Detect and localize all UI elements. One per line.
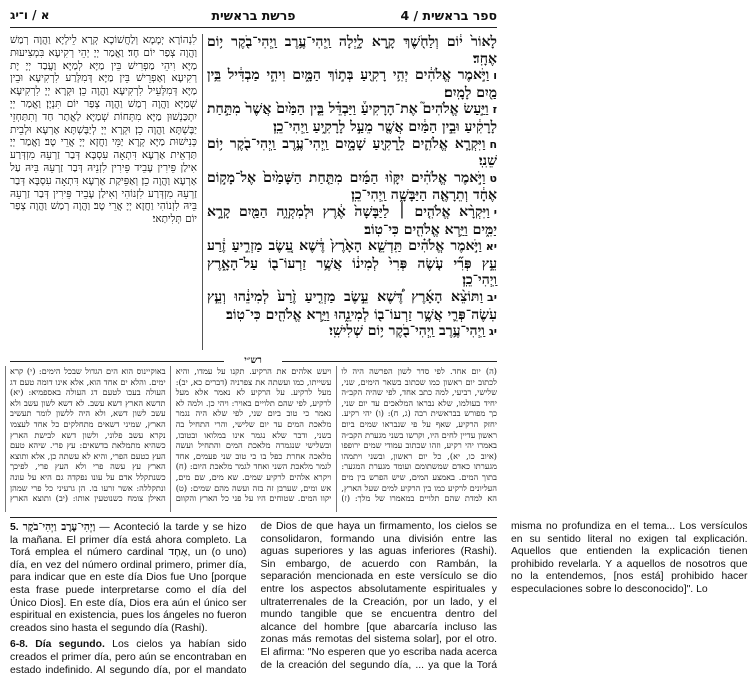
rashi-rule-right [282, 361, 497, 362]
torah-text [207, 34, 497, 350]
verse-number: יא [485, 240, 497, 254]
verse-number: י [493, 205, 497, 219]
verse-number: יב [487, 290, 497, 304]
book-title: ספר בראשית / 4 [400, 8, 497, 23]
torah-verse: יוַיִּקְרָ֨א אֱלֹהִ֤ים ׀ לַיַּבָּשָׁה֙ אֶ֔רֶץ וּלְמִקְוֵ֥ה הַמַּ֖יִם קָרָ֣א יַמִּ֑ים וַיַּ֥רְא אֱלֹהִ֖ים כִּי־טֽוֹב׃ [207, 203, 497, 238]
paragraph-text: Los cielos ya habían sido creados el primer día, pero aún se encontraban en estado indefinido. Al segundo día, por el mandato de Dios de que haya un firmamento, los cielos se consolidaron, formando una división entre las aguas superiores y las aguas inferiores (Rashi). Sin embargo, de acuerdo con Rambán, la separación mencionada en este versículo se dio entre los aspectos absolutamente espirituales y ultraterrenales de la Creación, por un lado, y el mundo tangible que se encuentra dentro del alcance del hombre [que abarcaría incluso las zonas más remotas del sistema solar], por el otro. El afirma: "No esperen que yo escriba nada acerca de la creación del segundo día, ... ya que la Torá misma no profundiza en el tema... Los versículos en su sentido literal no exigen tal explicación. Aquellos que entienden la explicación tienen prohibido revelarla. Y a aquellos de nosotros que no la entendemos, [nos está] prohibido hacer especulaciones sobre lo desconocido]". Lo [10, 521, 748, 676]
verse-number: יג [488, 325, 497, 339]
torah-verse: חוַיִּקְרָ֧א אֱלֹהִ֛ים לָֽרָקִ֖יעַ שָׁמָ֑יִם וַֽיְהִי־עֶ֥רֶב וַֽיְהִי־בֹ֖קֶר י֥וֹם שֵׁנִֽי׃ [207, 135, 497, 170]
rashi-label: רש״י [244, 355, 262, 366]
chapter-verse-range: א / ו־יג [10, 8, 50, 22]
torah-verse: ווַיֹּ֣אמֶר אֱלֹהִ֔ים יְהִ֥י רָקִ֖יעַ בְּת֣וֹךְ הַמָּ֑יִם וִיהִ֣י מַבְדִּ֔יל בֵּ֥ין מַ֖יִם לָמָֽיִם׃ [207, 67, 497, 101]
column-divider [202, 34, 203, 350]
torah-verse: לָאוֹר֙ י֔וֹם וְלַחֹ֖שֶׁךְ קָ֣רָא לָ֑יְלָה וַֽיְהִי־עֶ֥רֶב וַֽיְהִי־בֹ֖קֶר י֥וֹם אֶחָֽד׃ [207, 34, 497, 67]
rashi-rule-left [10, 361, 224, 362]
verse-ref: 5. [10, 522, 19, 533]
torah-verse: יאוַיֹּ֣אמֶר אֱלֹהִ֗ים תַּֽדְשֵׁ֤א הָאָ֙רֶץ֙ דֶּ֔שֶׁא עֵ֚שֶׂב מַזְרִ֣יעַ זֶ֔רַע עֵ֣ץ פְּרִ֞י עֹ֤שֶׂה פְּרִי֙ לְמִינ֔וֹ אֲשֶׁ֥ר זַרְעוֹ־ב֖וֹ עַל־הָאָ֑רֶץ וַֽיְהִי־כֵֽן׃ [207, 238, 497, 289]
hebrew-phrase: וַיְהִי־עֶרֶב וַיְהִי־בֹקֶר [22, 521, 96, 533]
commentary-paragraph [10, 521, 247, 635]
torah-verse: זוַיַּ֣עַשׂ אֱלֹהִים֮ אֶת־הָרָקִיעַ֒ וַיַּבְדֵּ֗ל בֵּ֤ין הַמַּ֙יִם֙ אֲשֶׁר֙ מִתַּ֣חַת לָרָקִ֔יעַ וּבֵ֣ין הַמַּ֔יִם אֲשֶׁ֖ר מֵעַ֣ל לָרָקִ֑יעַ וַֽיְהִי־כֵֽן׃ [207, 101, 497, 135]
onkelos-text: לִנְהוֹרָא יְמָמָא וְלַחֲשׁוֹכָא קְרָא לֵילְיָא וַהֲוָה רְמַשׁ וַהֲוָה צְפַר יוֹם חָד׃ וַאֲמַר יְיָ יְהֵי רְקִיעָא בִּמְצִיעוּת מַיָּא וִיהֵי מַפְרִישׁ בֵּין מַיָּא לְמַיָּא׃ וַעֲבַד יְיָ יָת רְקִיעָא וְאַפְרֵישׁ בֵּין מַיָּא דְּמִלְּרַע לִרְקִיעָא וּבֵין מַיָּא דְּמִלְּעֵיל לִרְקִיעָא וַהֲוָה כֵן׃ וּקְרָא יְיָ לִרְקִיעָא שְׁמַיָּא וַהֲוָה רְמַשׁ וַהֲוָה צְפַר יוֹם תִּנְיָן׃ וַאֲמַר יְיָ יִתְכַּנְשׁוּן מַיָּא מִתְּחוֹת שְׁמַיָּא לַאֲתַר חַד וְתִתַּחְזֵי יַבֶּשְׁתָּא וַהֲוָה כֵן׃ וּקְרָא יְיָ לְיַבֶּשְׁתָּא אַרְעָא וּלְבֵית כְּנִישׁוּת מַיָּא קְרָא יַמֵּי וַחֲזָא יְיָ אֲרֵי טָב׃ וַאֲמַר יְיָ תַּדְאֵית אַרְעָא דִּתְאָה עִסְבָּא דְּבַר זַרְעֵהּ מִזְדְּרַע אִילַן פֵּירִין עָבֵיד פֵּירִין לִזְנֵיהּ דְּבַר זַרְעֵהּ בֵּיהּ עַל אַרְעָא וַהֲוָה כֵן׃ וְאַפֵּיקַת אַרְעָא דִּתְאָה עִסְבָּא דְּבַר זַרְעֵהּ מִזְדְּרַע לִזְנוֹהִי וְאִילַן עָבֵיד פֵּירִין דְּבַר זַרְעֵהּ בֵּיהּ לִזְנוֹהִי וַחֲזָא יְיָ אֲרֵי טָב׃ וַהֲוָה רְמַשׁ וַהֲוָה צְפַר יוֹם תְּלִיתַאי׃ [10, 34, 197, 226]
rashi-commentary: (ה) יום אחד. לפי סדר לשון הפרשה היה לו לכתוב יום ראשון כמו שכתוב בשאר הימים, שני, שלישי, רביעי, למה כתב אחד, לפי שהיה הקב״ה יחיד בעולמו, שלא נבראו המלאכים עד יום שני, כך מפורש בבראשית רבה (ג, ח): (ו) יהי רקיע. יחזק הרקיע, שאף על פי שנבראו שמים ביום ראשון עדיין לחים היו, וקרשו בשני מגערת הקב״ה באמרו יהי רקיע, וזהו שכתוב עמודי שמים ירופפו (איוב כו, יא), כל יום ראשון, ובשני ויתמהו מגערתו כאדם שמשתומם ועומד מגערת המגער: בתוך המים. באמצע המים, שיש הפרש בין מים העליונים לרקיע כמו בין הרקיע למים שעל הארץ, הא למדת שהם תלויים במאמרו של מלך: (ז) ויעש אלהים את הרקיע. תקנו על עמדו, והיא עשייתו, כמו ועשתה את צפרניה (דברים כא, יב): מעל לרקיע. על הרקיע לא נאמר אלא מעל לרקיע, לפי שהם תלויים באויר: ויהי כן. ולמה לא נאמר כי טוב ביום שני, לפי שלא היה נגמר מלאכת המים עד יום שלישי, והרי התחיל בה בשני, ודבר שלא נגמר אינו במלואו ובטובו, ובשלישי שנגמרה מלאכת המים והתחיל ועשה מלאכה אחרת כפל בו כי טוב שני פעמים, אחד לגמר מלאכת השני ואחד לגמר מלאכת היום: (ח) ויקרא אלהים לרקיע שמים. שא מים, שם מים, אש ומים, שערבן זה בזה ועשה מהם שמים: (ט) יקוו המים. שטוחים היו על פני כל הארץ והקוום באוקיינוס הוא הים הגדול שבכל הימים: (י) קרא ימים. והלא ים אחד הוא, אלא אינו דומה טעם דג העולה בעכו לטעם דג העולה באספמיא: (יא) תדשא הארץ דשא עשב. לא דשא לשון עשב ולא עשב לשון דשא, ולא היה ללשון לומר תעשיב הארץ, שמיני דשאים מתחלקים כל אחד לעצמו נקרא עשב פלוני, ולשון דשא לבישת הארץ כשהיא מתמלאת בדשאים: עץ פרי. שיהא טעם העץ כטעם הפרי, והיא לא עשתה כן, אלא ותוצא הארץ עץ עשה פרי ולא העץ פרי, לפיכך כשנתקלל אדם על עונו נפקדה גם היא על עונה ונתקללה: אשר זרעו בו. הן גרעיני כל פרי שמהן האילן צומח כשנוטעין אותו: (יב) ותוצא הארץ [10, 366, 497, 504]
spanish-commentary [10, 521, 748, 681]
torah-verse: יבוַתּוֹצֵ֨א הָאָ֜רֶץ דֶּ֠שֶׁא עֵ֣שֶׂב מַזְרִ֤יעַ זֶ֙רַע֙ לְמִינֵ֔הוּ וְעֵ֧ץ עֹֽשֶׂה־פְּרִ֛י אֲשֶׁ֥ר זַרְעוֹ־ב֖וֹ לְמִינֵ֑הוּ וַיַּ֥רְא אֱלֹהִ֖ים כִּי־טֽוֹב׃ [207, 288, 497, 323]
page-header [10, 6, 497, 28]
verse-number: ח [489, 137, 497, 151]
torah-verse: טוַיֹּ֣אמֶר אֱלֹהִ֗ים יִקָּו֨וּ הַמַּ֜יִם מִתַּ֤חַת הַשָּׁמַ֙יִם֙ אֶל־מָק֣וֹם אֶחָ֔ד וְתֵרָאֶ֖ה הַיַּבָּשָׁ֑ה וַֽיְהִי־כֵֽן׃ [207, 169, 497, 204]
verse-number: ו [493, 69, 497, 83]
torah-verse: יגוַֽיְהִי־עֶ֥רֶב וַֽיְהִי־בֹ֖קֶר י֥וֹם שְׁלִישִֽׁי׃ [329, 323, 497, 340]
verse-number: ז [492, 103, 497, 117]
commentary-divider [10, 517, 497, 518]
parasha-title: פרשת בראשית [211, 8, 296, 23]
verse-ref: 6-8. Día segundo. [10, 639, 105, 651]
paragraph-text: — Aconteció la tarde y se hizo la mañana. El primer día está ahora completo. La Torá emplea el número cardinal אֶחָד, un (o uno) día, en vez del número ordinal primero, primer día, para indicar que en este día Dios fue Uno [porque esta frase puede interpretarse como el día del Único Dios]. En este día, Dios era aún el único ser espiritual en existencia, pues los ángeles no fueron creados sino hasta el segundo día (Rashi). [10, 522, 247, 634]
verse-number: ט [489, 171, 497, 185]
